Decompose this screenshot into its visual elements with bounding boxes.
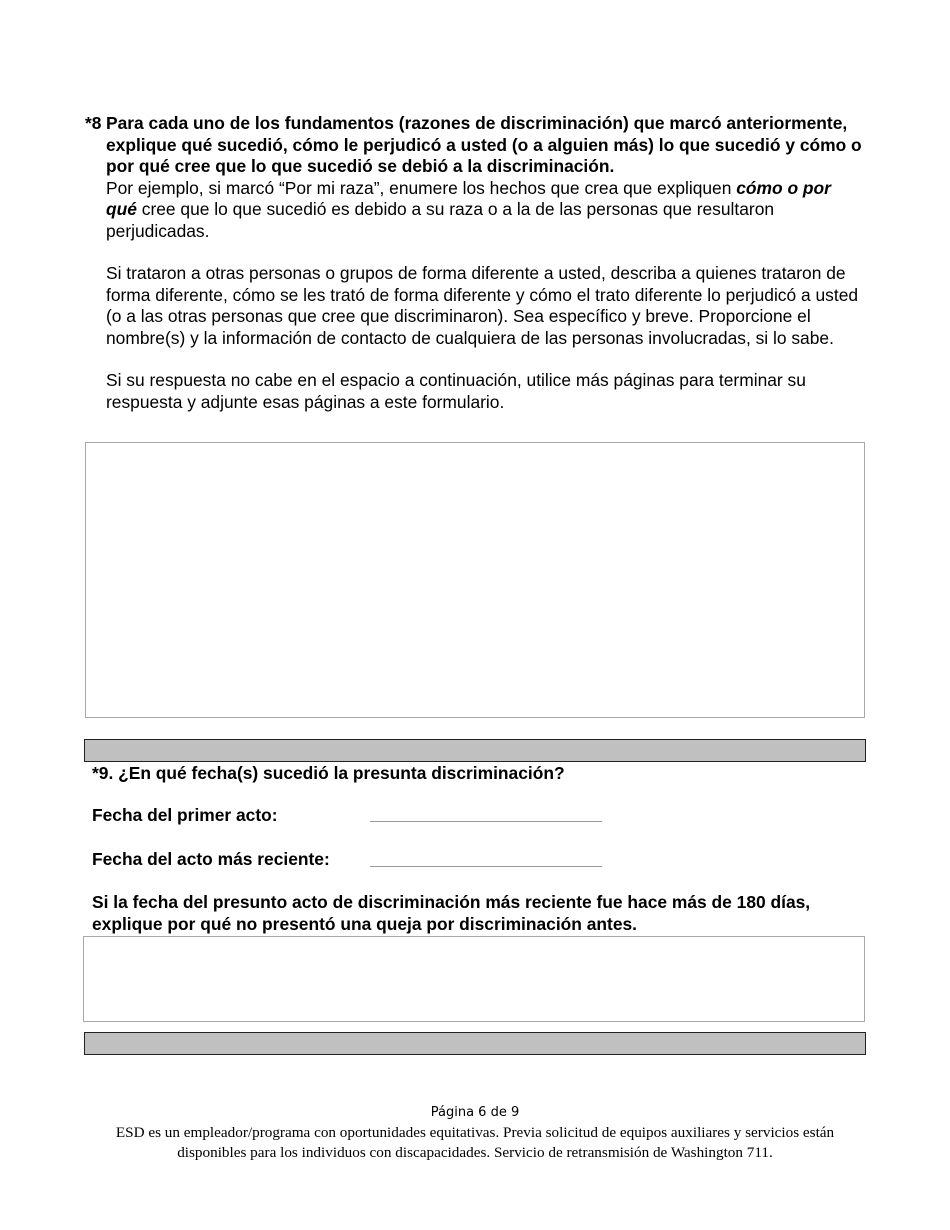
question-8-paragraph-2: Si trataron a otras personas o grupos de forma diferente a usted, describa a quienes trataron de forma diferente, cómo se les trató de forma diferente y cómo el trato diferente lo perjudicó a usted (o a las otras personas que cree que discriminaron). Sea específico y breve. Proporcione el nombre(s) y la información de contacto de cualquiera de las personas involucradas, si lo sabe. [106, 263, 859, 348]
question-8-heading-row [85, 113, 865, 178]
question-9-title: *9. ¿En qué fecha(s) sucedió la presunta discriminación? [92, 763, 565, 783]
first-act-date-field[interactable] [370, 821, 602, 822]
section-divider-bar-bottom [84, 1032, 866, 1055]
question-8-example-after: cree que lo que sucedió es debido a su raza o a la de las personas que resultaron perjudicadas. [106, 199, 775, 241]
equal-opportunity-note: ESD es un empleador/programa con oportunidades equitativas. Previa solicitud de equipos auxiliares y servicios están disponibles para los individuos con discapacidades. Servicio de retransmisión de Washington 711. [115, 1124, 835, 1161]
recent-act-date-field[interactable] [370, 866, 602, 867]
question-8-example [85, 178, 865, 243]
question-8-number: *8 [85, 113, 102, 133]
first-act-date-label: Fecha del primer acto: [92, 805, 278, 825]
late-complaint-answer-box[interactable] [83, 936, 865, 1022]
late-complaint-question: Si la fecha del presunto acto de discriminación más reciente fue hace más de 180 días, explique por qué no presentó una queja por discriminación antes. [92, 892, 811, 934]
recent-act-date-label: Fecha del acto más reciente: [92, 849, 330, 869]
section-divider-bar [84, 739, 866, 762]
question-8 [85, 113, 865, 413]
question-8-example-emphasis: cómo o por qué [106, 177, 831, 219]
page-number: Página 6 de 9 [430, 1105, 520, 1120]
question-8-answer-box[interactable] [85, 442, 865, 718]
question-8-paragraph-3: Si su respuesta no cabe en el espacio a continuación, utilice más páginas para terminar su respuesta y adjunte esas páginas a este formulario. [106, 370, 806, 412]
question-8-heading: Para cada uno de los fundamentos (razones de discriminación) que marcó anteriormente, explique qué sucedió, cómo le perjudicó a usted (o a alguien más) lo que sucedió y cómo o por qué cree que lo que sucedió se debió a la discriminación. [106, 113, 862, 176]
question-8-example-before: Por ejemplo, si marcó “Por mi raza”, enumere los hechos que crea que expliquen [106, 177, 737, 198]
